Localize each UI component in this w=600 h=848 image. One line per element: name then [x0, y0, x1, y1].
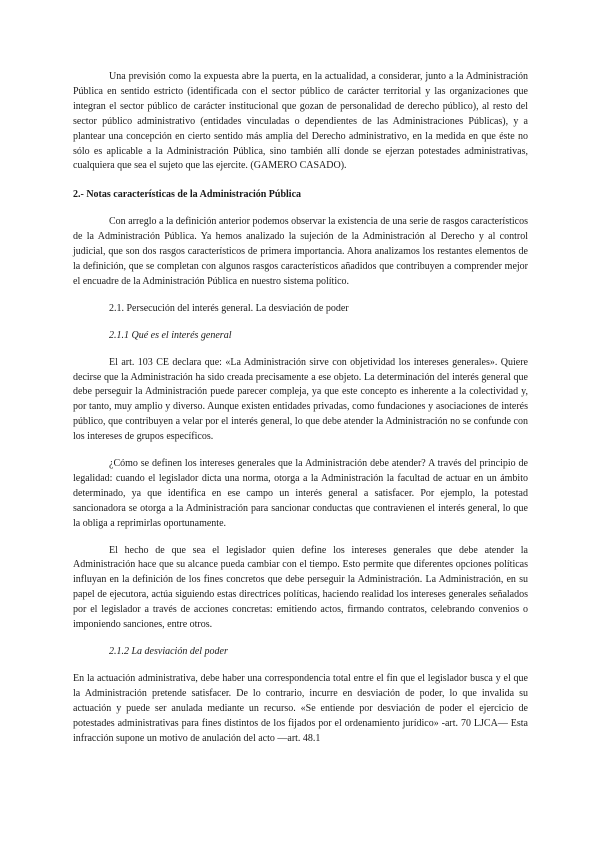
paragraph-como: ¿Cómo se definen los intereses generales que la Administración debe atender? A través del principio de legalidad: cuando el legislador dicta una norma, otorga a la Administración la facultad de actuar en un ámbito determinado, ya que identifica en ese campo un interés general a satisfacer. Por ejemplo, la potestad sancionadora se otorga a la Administración para sancionar conductas que contravienen el interés general, lo que la obliga a reprimirlas oportunamente.	[73, 458, 528, 529]
subsection-heading-2-1: 2.1. Persecución del interés general. La desviación de poder	[109, 302, 349, 314]
document-page	[73, 70, 528, 746]
subsection-heading-2-1-1: 2.1.1 Qué es el interés general	[109, 329, 232, 341]
paragraph-art103: El art. 103 CE declara que: «La Administración sirve con objetividad los intereses generales». Quiere decirse que la Administración ha sido creada precisamente a ese objeto. La determinación del interés general que debe perseguir la Administración puede parecer compleja, ya que este concepto es inherente a la colectividad y, por tanto, muy amplio y diverso. Aunque existen entidades privadas, como fundaciones y asociaciones de interés público, que contribuyen a velar por el interés general, lo que debe atender la Administración no se confunde con los intereses de grupos específicos.	[73, 356, 528, 443]
paragraph-intro: Una previsión como la expuesta abre la puerta, en la actualidad, a considerar, junto a la Administración Pública en sentido estricto (identificada con el sector público de carácter territorial y las organizaciones que integran el sector público de carácter institucional que gozan de personalidad de derecho público), al resto del sector público administrativo (entidades vinculadas o dependientes de las Administraciones Públicas), y a plantear una concepción en cierto sentido más amplia del Derecho administrativo, en la medida en que éste no sólo es aplicable a la Administración Pública, sino también allí donde se ejerzan potestades administrativas, cualquiera que sea el sujeto que las ejercite. (GAMERO CASADO).	[73, 71, 528, 172]
paragraph-hecho: El hecho de que sea el legislador quien define los intereses generales que debe atender la Administración hace que su alcance pueda cambiar con el tiempo. Esto permite que diferentes opciones políticas influyan en la definición de los fines concretos que debe perseguir la Administración. La Administración, en su papel de ejecutora, actúa siguiendo estas directrices políticas, haciendo realidad los intereses generales señalados por el legislador a través de acciones concretas: emitiendo actos, firmando contratos, celebrando convenios o imponiendo sanciones, entre otros.	[73, 544, 528, 631]
section-heading: 2.- Notas características de la Administración Pública	[73, 189, 302, 201]
paragraph-notas: Con arreglo a la definición anterior podemos observar la existencia de una serie de rasgos característicos de la Administración Pública. Ya hemos analizado la sujeción de la Administración al Derecho y al control judicial, que son dos rasgos característicos de primera importancia. Ahora analizamos los restantes elementos de la definición, que se completan con algunos rasgos característicos añadidos que contribuyen a comprender mejor el encuadre de la Administración Pública en nuestro sistema político.	[73, 216, 528, 287]
paragraph-actuacion: En la actuación administrativa, debe haber una correspondencia total entre el fin que el legislador busca y el que la Administración pretende satisfacer. De lo contrario, incurre en desviación de poder, lo que invalida su actuación y puede ser anulada mediante un recurso. «Se entiende por desviación de poder el ejercicio de potestades administrativas para fines distintos de los fijados por el ordenamiento jurídico» -art. 70 LJCA— Esta infracción supone un motivo de anulación del acto —art. 48.1	[73, 672, 528, 744]
subsection-heading-2-1-2: 2.1.2 La desviación del poder	[109, 646, 228, 657]
